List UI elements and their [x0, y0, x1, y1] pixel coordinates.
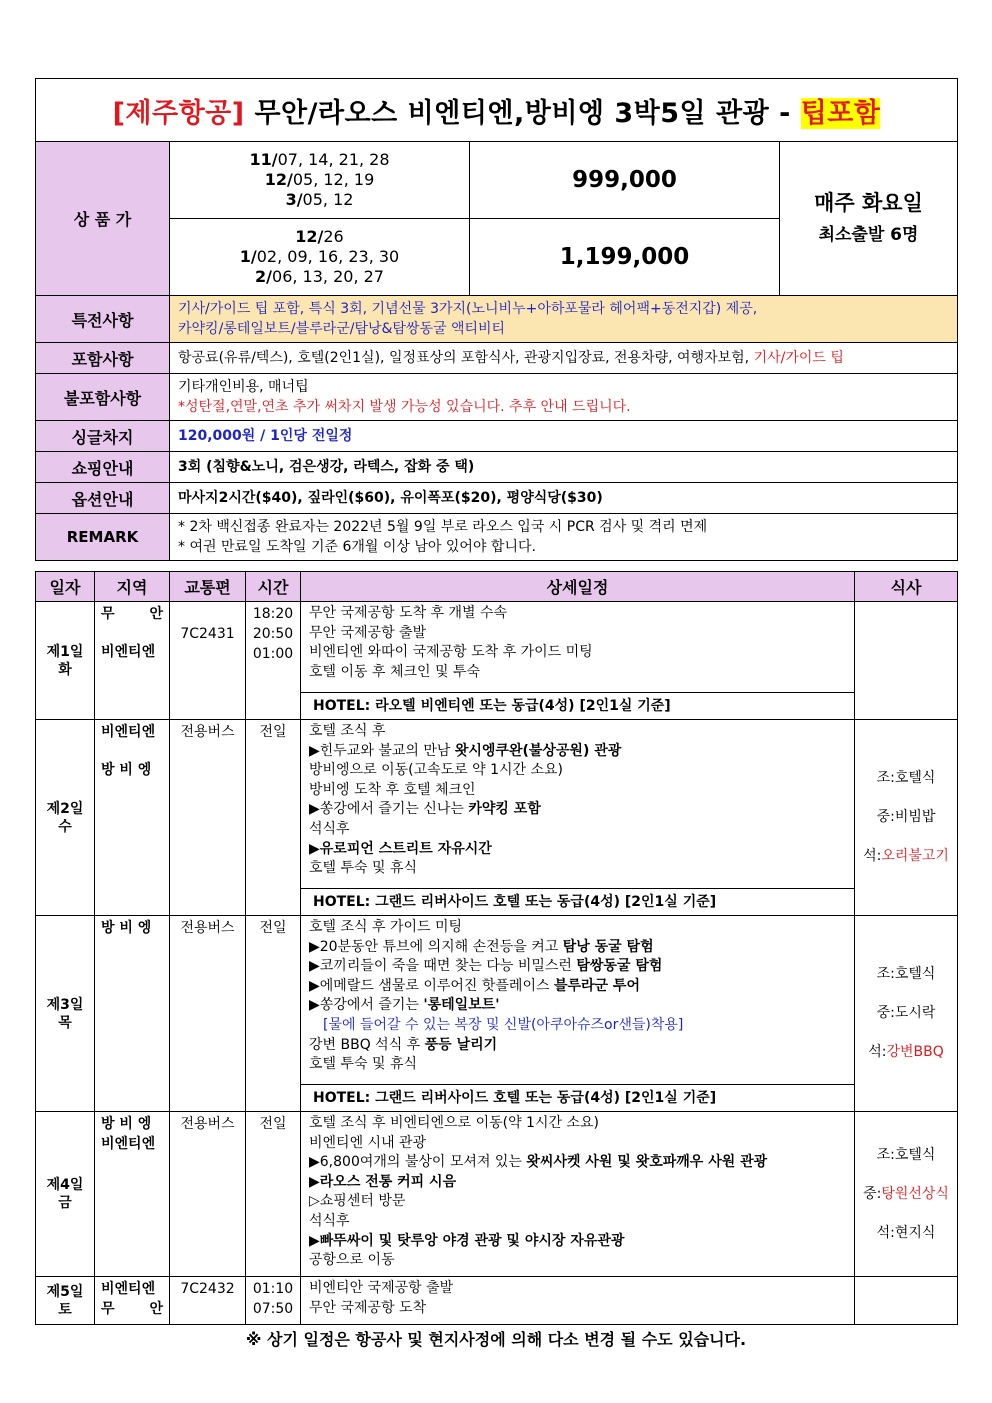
departure-info — [780, 142, 958, 296]
day-row-1 — [36, 602, 958, 720]
price-amount-1: 999,000 — [470, 142, 780, 219]
day-label: 제3일 목 — [36, 916, 95, 1112]
transport: 7C2431 — [170, 602, 246, 720]
time: 01:10 07:50 — [246, 1277, 301, 1325]
day-row-4 — [36, 1112, 958, 1277]
include-label: 포함사항 — [36, 343, 170, 374]
info-table — [35, 78, 958, 561]
time: 전일 — [246, 720, 301, 916]
departure-day: 매주 화요일 — [814, 190, 923, 215]
transport: 전용버스 — [170, 720, 246, 916]
include-text: 항공료(유류/텍스), 호텔(2인1실), 일정표상의 포함식사, 관광지입장료, 전용차량, 여행자보험, 기사/가이드 팁 — [170, 343, 958, 374]
exclude-text: 기타개인비용, 매너팁 *성탄절,연말,연초 추가 써차지 발생 가능성 있습니다. 추후 안내 드립니다. — [170, 374, 958, 421]
schedule-table — [35, 571, 958, 1325]
region: 비엔티엔 무 안 — [95, 1277, 170, 1325]
meal: 조:호텔식 중:비빔밥 석:오리불고기 — [855, 720, 958, 916]
remark-text: * 2차 백신접종 완료자는 2022년 5월 9일 부로 라오스 입국 시 PCR 검사 및 격리 면제 * 여권 만료일 도착일 기준 6개월 이상 남아 있어야 합니다. — [170, 514, 958, 561]
option-label: 옵션안내 — [36, 483, 170, 514]
shopping-text: 3회 (침향&노니, 검은생강, 라텍스, 잡화 중 택) — [170, 452, 958, 483]
shopping-label: 쇼핑안내 — [36, 452, 170, 483]
transport: 전용버스 — [170, 1112, 246, 1277]
detail: 호텔 조식 후 가이드 미팅 ▶20분동안 튜브에 의지해 손전등을 켜고 탐낭 동굴 탐험 ▶코끼리들이 죽을 때면 찾는 다능 비밀스런 탐쌍동굴 탐험 ▶에메랄드 샘물로 이루어진 핫플레이스 블루라군 투어 ▶쏭강에서 즐기는 '롱테일보트' [물에 들어갈 수 있는 복장 및 신발(아쿠아슈즈or샌들)착용] 강변 BBQ 석식 후 풍등 날리기 호텔 투숙 및 휴식 HOTEL: 그랜드 리버사이드 호텔 또는 동급(4성) [2인1실 기준] — [301, 916, 855, 1112]
price-dates-1: 11/07, 14, 21, 28 12/05, 12, 19 3/05, 12 — [170, 142, 470, 219]
region: 비엔티엔 방 비 엥 — [95, 720, 170, 916]
exclude-label: 불포함사항 — [36, 374, 170, 421]
meal: 조:호텔식 중:탕원선상식 석:현지식 — [855, 1112, 958, 1277]
header-time: 시간 — [246, 572, 301, 602]
hotel-info: HOTEL: 라오텔 비엔티엔 또는 동급(4성) [2인1실 기준] — [301, 692, 854, 719]
meal — [855, 1277, 958, 1325]
time: 전일 — [246, 916, 301, 1112]
special-text: 기사/가이드 팁 포함, 특식 3회, 기념선물 3가지(노니비누+아하포물라 헤어팩+동전지갑) 제공, 카약킹/롱테일보트/블루라군/탐낭&탐쌍동굴 액티비티 — [170, 296, 958, 343]
region: 무 안 비엔티엔 — [95, 602, 170, 720]
header-day: 일자 — [36, 572, 95, 602]
hotel-info: HOTEL: 그랜드 리버사이드 호텔 또는 동급(4성) [2인1실 기준] — [301, 1084, 854, 1111]
meal — [855, 602, 958, 720]
document — [35, 78, 957, 1325]
single-text: 120,000원 / 1인당 전일정 — [170, 421, 958, 452]
day-row-3 — [36, 916, 958, 1112]
remark-label: REMARK — [36, 514, 170, 561]
day-label: 제1일 화 — [36, 602, 95, 720]
header-region: 지역 — [95, 572, 170, 602]
meal: 조:호텔식 중:도시락 석:강변BBQ — [855, 916, 958, 1112]
day-label: 제5일 토 — [36, 1277, 95, 1325]
price-amount-2: 1,199,000 — [470, 219, 780, 296]
header-detail: 상세일정 — [301, 572, 855, 602]
option-text: 마사지2시간($40), 짚라인($60), 유이폭포($20), 평양식당($30) — [170, 483, 958, 514]
region: 방 비 엥 비엔티엔 — [95, 1112, 170, 1277]
header-transport: 교통편 — [170, 572, 246, 602]
day-row-2 — [36, 720, 958, 916]
day-row-5 — [36, 1277, 958, 1325]
price-label: 상 품 가 — [36, 142, 170, 296]
detail: 무안 국제공항 도착 후 개별 수속 무안 국제공항 출발 비엔티엔 와따이 국제공항 도착 후 가이드 미팅 호텔 이동 후 체크인 및 투숙 HOTEL: 라오텔 비엔티엔 또는 동급(4성) [2인1실 기준] — [301, 602, 855, 720]
hotel-info: HOTEL: 그랜드 리버사이드 호텔 또는 동급(4성) [2인1실 기준] — [301, 888, 854, 915]
footer-note: ※ 상기 일정은 항공사 및 현지사정에 의해 다소 변경 될 수도 있습니다. — [245, 1330, 747, 1349]
header-meal: 식사 — [855, 572, 958, 602]
detail: 비엔티안 국제공항 출발 무안 국제공항 도착 — [301, 1277, 855, 1325]
day-label: 제2일 수 — [36, 720, 95, 916]
time: 전일 — [246, 1112, 301, 1277]
price-dates-2: 12/26 1/02, 09, 16, 23, 30 2/06, 13, 20, 27 — [170, 219, 470, 296]
region: 방 비 엥 — [95, 916, 170, 1112]
title-main: 무안/라오스 비엔티엔,방비엥 3박5일 관광 - — [244, 97, 801, 129]
detail: 호텔 조식 후 비엔티엔으로 이동(약 1시간 소요) 비엔티엔 시내 관광 ▶6,800여개의 불상이 모셔져 있는 왓씨사켓 사원 및 왓호파깨우 사원 관광 ▶라오스 전통 커피 시음 ▷쇼핑센터 방문 석식후 ▶빠뚜싸이 및 탓루앙 야경 관광 및 야시장 자유관광 공항으로 이동 — [301, 1112, 855, 1277]
special-label: 특전사항 — [36, 296, 170, 343]
day-label: 제4일 금 — [36, 1112, 95, 1277]
min-departure: 최소출발 6명 — [818, 224, 919, 245]
transport: 전용버스 — [170, 916, 246, 1112]
title-prefix: [제주항공] — [112, 97, 245, 129]
transport: 7C2432 — [170, 1277, 246, 1325]
single-label: 싱글차지 — [36, 421, 170, 452]
time: 18:20 20:50 01:00 — [246, 602, 301, 720]
title-highlight: 팁포함 — [800, 97, 881, 129]
page-title — [36, 79, 958, 142]
detail: 호텔 조식 후 ▶힌두교와 불교의 만남 왓시엥쿠완(불상공원) 관광 방비엥으로 이동(고속도로 약 1시간 소요) 방비엥 도착 후 호텔 체크인 ▶쏭강에서 즐기는 신나는 카약킹 포함 석식후 ▶유로피언 스트리트 자유시간 호텔 투숙 및 휴식 HOTEL: 그랜드 리버사이드 호텔 또는 동급(4성) [2인1실 기준] — [301, 720, 855, 916]
